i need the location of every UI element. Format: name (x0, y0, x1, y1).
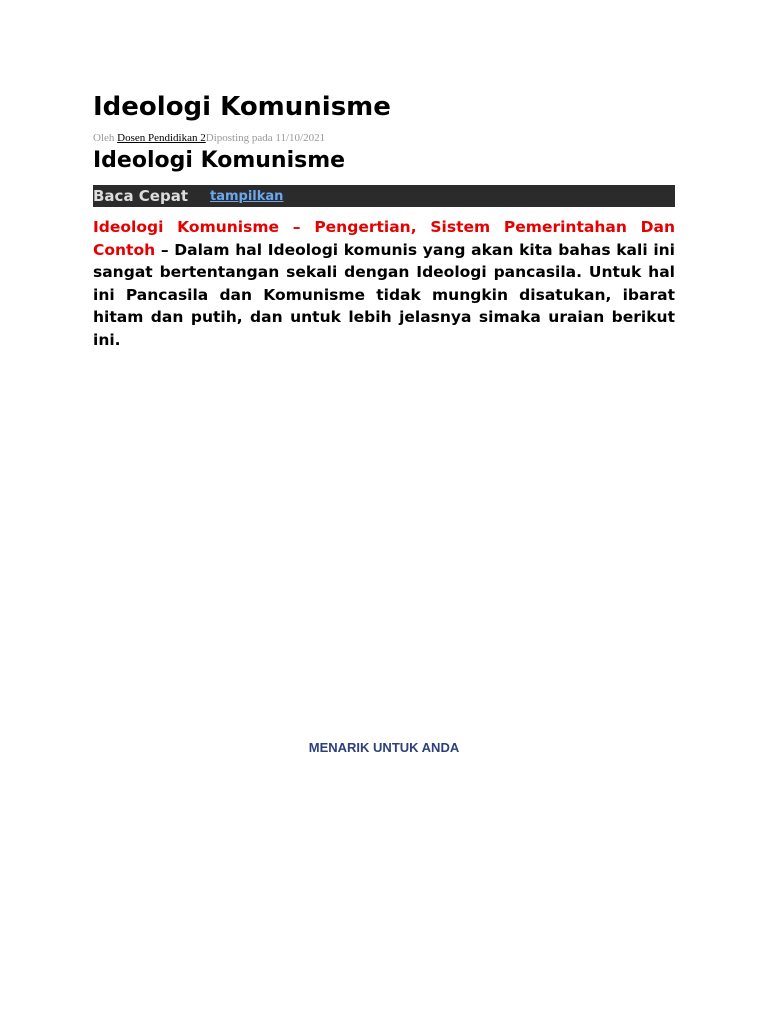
author-link[interactable]: Dosen Pendidikan 2 (117, 132, 206, 144)
quick-read-toggle-link[interactable]: tampilkan (210, 188, 284, 204)
article-lead-text: Ideologi Komunisme – Pengertian, Sistem Pemerintahan Dan Contoh (93, 218, 675, 259)
meta-by-prefix: Oleh (93, 132, 118, 144)
article-heading: Ideologi Komunisme (93, 148, 346, 173)
quick-read-label: Baca Cepat (93, 187, 189, 205)
article-body-text: – Dalam hal Ideologi komunis yang akan kita bahas kali ini sangat bertentangan sekali dengan Ideologi pancasila. Untuk hal ini Pancasila dan Komunisme tidak mungkin disatukan, ibarat hitam dan putih, dan untuk lebih jelasnya simaka uraian berikut ini. (93, 240, 675, 349)
article-intro-paragraph (93, 216, 675, 351)
page-title: Ideologi Komunisme (93, 92, 391, 122)
meta-posted-date: Diposting pada 11/10/2021 (205, 132, 326, 144)
post-meta (93, 131, 325, 145)
recommended-section-label: MENARIK UNTUK ANDA (308, 740, 460, 755)
quick-read-bar (93, 185, 675, 207)
